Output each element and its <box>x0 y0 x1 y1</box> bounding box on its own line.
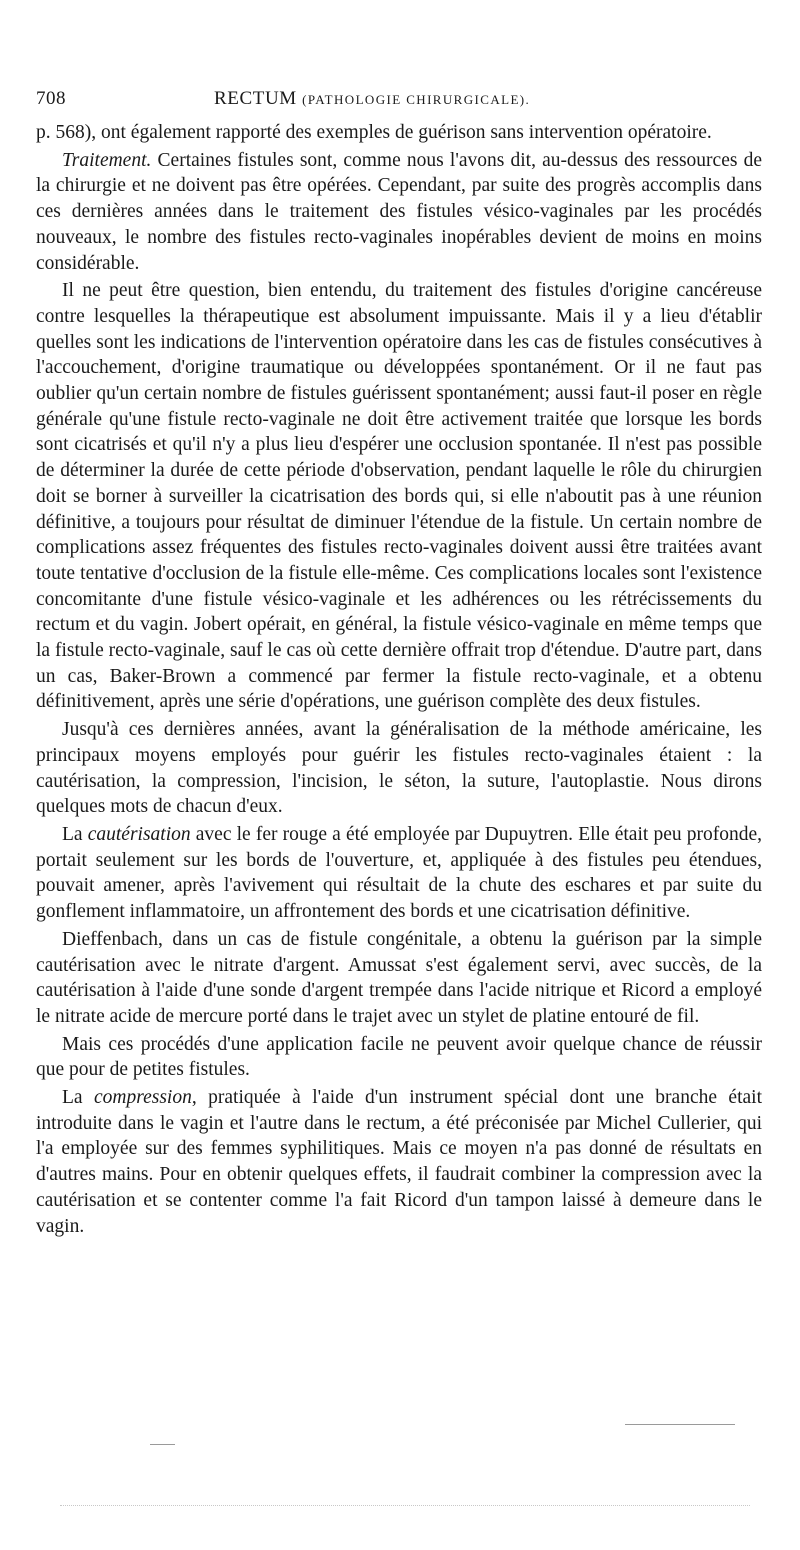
paragraph-text: Il ne peut être question, bien entendu, du traitement des fistules d'origine cancéreuse contre lesquelles la thérapeutique est absolument impuissante. Mais il y a lieu d'établir quelles sont les indications de l'intervention opératoire dans les cas de fistules consécutives à l'accouchement, d'origine traumatique ou développées spontanément. Or il ne faut pas oublier qu'un certain nombre de fistules guérissent spontanément; aussi faut-il poser en règle générale qu'une fistule recto-vaginale ne doit être activement traitée que lorsque les bords sont cicatrisés et qu'il n'y a plus lieu d'espérer une occlusion spontanée. Il n'est pas possible de déterminer la durée de cette période d'observation, pendant laquelle le rôle du chirurgien doit se borner à surveiller la cicatrisation des bords qui, si elle n'aboutit pas à une réunion définitive, a toujours pour résultat de diminuer l'étendue de la fistule. Un certain nombre de complications assez fréquentes des fistules recto-vaginales doivent aussi être traitées avant toute tentative d'occlusion de la fistule elle-même. Ces complications locales sont l'existence concomitante d'une fistule vésico-vaginale et les adhérences ou les rétrécissements du rectum et du vagin. Jobert opérait, en général, la fistule vésico-vaginale en même temps que la fistule recto-vaginale, sauf le cas où cette dernière offrait trop d'étendue. D'autre part, dans un cas, Baker-Brown a commencé par fermer la fistule recto-vaginale, et a obtenu définitivement, après une série d'opérations, une guérison complète des deux fistules. <box>36 280 762 713</box>
running-title-main: RECTUM <box>214 88 297 109</box>
paragraph-moyens <box>36 717 762 820</box>
paragraph-text: avec le fer rouge a été employée par Dupuytren. Elle était peu profonde, portait seulement sur les bords de l'ouverture, et, appliquée à des fistules peu étendues, pouvait amener, après l'avivement qui résultait de la chute des eschares et par suite du gonflement inflammatoire, un affrontement des bords et une cicatrisation définitive. <box>36 823 762 923</box>
paragraph-traitement <box>36 148 762 277</box>
scan-mark <box>150 1444 175 1445</box>
running-title-subtitle: (PATHOLOGIE CHIRURGICALE). <box>302 92 531 107</box>
book-page <box>36 88 762 1239</box>
section-lead-cauterisation: cautérisation <box>87 823 191 845</box>
paragraph-petites-fistules <box>36 1032 762 1083</box>
paragraph-dieffenbach <box>36 927 762 1030</box>
section-lead-compression: compression <box>94 1087 192 1109</box>
page-header <box>36 88 762 118</box>
paragraph-text: Jusqu'à ces dernières années, avant la généralisation de la méthode américaine, les principaux moyens employés pour guérir les fistules recto-vaginales étaient : la cautérisation, la compression, l'incision, le séton, la suture, l'autoplastie. Nous dirons quelques mots de chacun d'eux. <box>36 719 762 818</box>
running-title <box>214 88 530 110</box>
scan-artifact-line <box>60 1505 750 1508</box>
paragraph-text: Mais ces procédés d'une application facile ne peuvent avoir quelque chance de réussir que pour de petites fistules. <box>36 1033 762 1081</box>
paragraph-prefix: La <box>62 823 88 845</box>
paragraph-text: , pratiquée à l'aide d'un instrument spécial dont une branche était introduite dans le vagin et l'autre dans le rectum, a été préconisée par Michel Cullerier, qui l'a employée sur des femmes syphilitiques. Mais ce moyen n'a pas donné de résultats en d'autres mains. Pour en obtenir quelques effets, il faudrait combiner la compression avec la cautérisation et se contenter comme l'a fait Ricord d'un tampon laissé à demeure dans le vagin. <box>36 1087 762 1237</box>
page-body <box>36 120 762 1239</box>
paragraph-text: Certaines fistules sont, comme nous l'avons dit, au-dessus des ressources de la chirurgie et ne doivent pas être opérées. Cependant, par suite des progrès accomplis dans ces dernières années dans le traitement des fistules vésico-vaginales par les procédés nouveaux, le nombre des fistules recto-vaginales inopérables devient de moins en moins considérable. <box>36 149 762 274</box>
paragraph-text: Dieffenbach, dans un cas de fistule congénitale, a obtenu la guérison par la simple cautérisation avec le nitrate d'argent. Amussat s'est également servi, avec succès, de la cautérisation à l'aide d'une sonde d'argent trempée dans l'acide nitrique et Ricord a employé le nitrate acide de mercure porté dans le trajet avec un stylet de platine entouré de fil. <box>36 928 762 1027</box>
paragraph-prefix: La <box>62 1087 94 1109</box>
page-number: 708 <box>36 88 66 109</box>
paragraph-indications <box>36 278 762 715</box>
paragraph-cauterisation <box>36 822 762 925</box>
paragraph-compression <box>36 1085 762 1239</box>
paragraph-text: p. 568), ont également rapporté des exemples de guérison sans intervention opératoire. <box>36 122 712 143</box>
scan-mark <box>625 1424 735 1425</box>
paragraph-continuation <box>36 120 762 146</box>
section-lead-traitement: Traitement. <box>62 149 152 171</box>
